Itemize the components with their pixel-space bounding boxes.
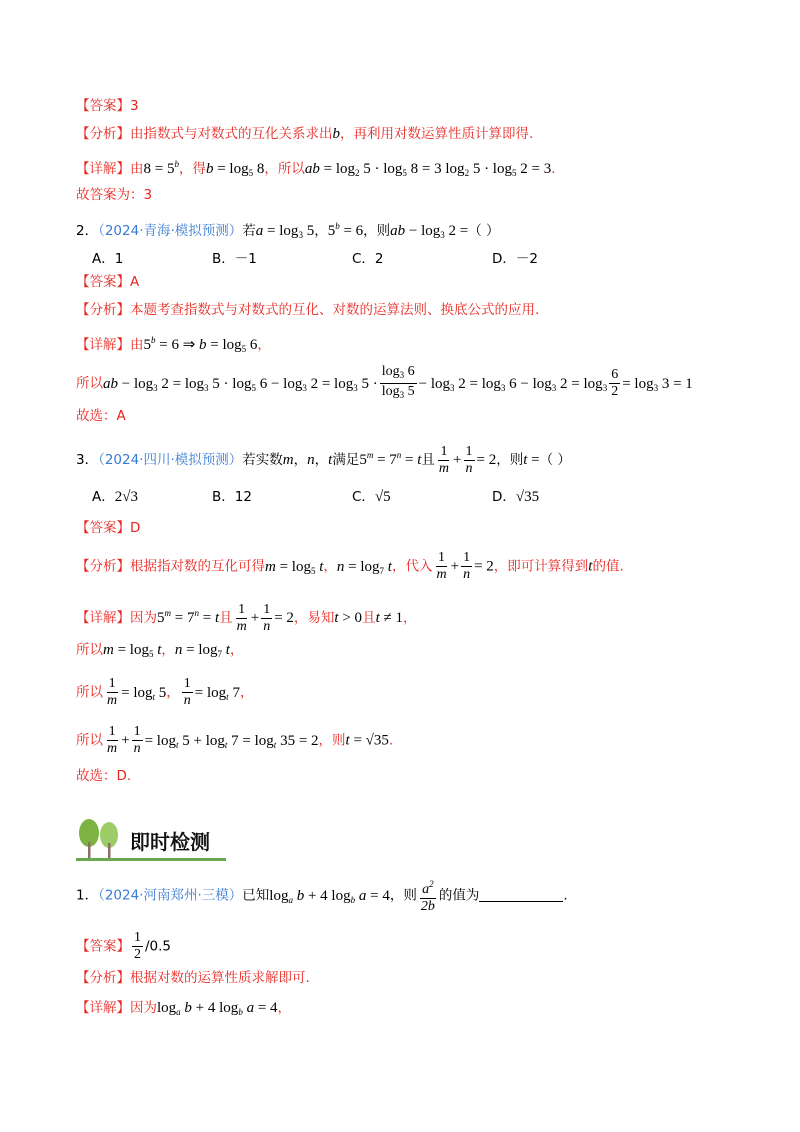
- question-number: 3．: [76, 452, 99, 468]
- fraction: $\frac{1}{m}$: [236, 601, 247, 634]
- detail-text: 由: [130, 161, 144, 177]
- question-paren: （ ）: [468, 223, 500, 239]
- answer-line: [76, 518, 140, 538]
- derivation-line: [76, 676, 253, 712]
- fraction: $\frac{1}{m}$: [436, 550, 447, 582]
- analysis-line: [76, 300, 539, 320]
- analysis-text: ，再利用对数运算性质计算即得.: [340, 126, 534, 142]
- option-c: C．2: [352, 251, 384, 267]
- so-label: 所以: [76, 684, 103, 701]
- detail-line: 【详解】因为$5^m = 7^n = t$且 $\frac{1}{m}$ + $\frac{1}{n}$ = 2，易知t > 0且t ≠ 1，: [76, 601, 417, 634]
- question-source: （2024·河南郑州·三模）: [98, 887, 243, 904]
- detail-tag: 【详解】: [76, 337, 130, 353]
- question-text: ，则: [389, 887, 417, 904]
- math: m: [282, 452, 294, 468]
- fraction: $\frac{\log_3 6}{\log_3 5}$: [381, 364, 415, 400]
- option-c: C．√5: [352, 489, 391, 505]
- analysis-text: 根据指对数的互化可得: [130, 558, 265, 575]
- detail-text: 由: [130, 337, 144, 353]
- conclusion: 故选：A: [76, 408, 126, 424]
- derivation-line: [76, 640, 243, 664]
- option-d: D．－2: [492, 251, 538, 267]
- question-2: [76, 216, 500, 245]
- analysis-tag: 【分析】: [76, 558, 130, 575]
- question-text: 若: [242, 223, 256, 239]
- answer-line: [76, 930, 171, 963]
- answer-tag: 【答案】: [76, 98, 130, 114]
- fraction: $\frac{6}{2}$: [611, 367, 619, 399]
- math: = $\log_t 5$: [121, 684, 167, 702]
- derivation-line: [76, 364, 693, 406]
- fraction: $\frac{1}{n}$: [263, 601, 271, 634]
- fraction: $\frac{1}{n}$: [465, 443, 473, 476]
- analysis-text: 本题考查指数式与对数式的互化、对数的运算法则、换底公式的应用.: [130, 302, 540, 318]
- math: t =: [523, 452, 540, 468]
- question-source: （2024·四川·模拟预测）: [98, 452, 243, 468]
- question-3: 3．（2024·四川·模拟预测）若实数m，n，t满足$5^m = 7^n = t$且 $\frac{1}{m}$ + $\frac{1}{n}$ = 2，则t =（ ）: [76, 443, 571, 476]
- fraction: $\frac{1}{m}$: [438, 443, 450, 476]
- analysis-tag: 【分析】: [76, 126, 130, 142]
- analysis-text: ，即可计算得到: [493, 558, 589, 575]
- section-header: [76, 818, 226, 862]
- answer-line: [76, 272, 139, 292]
- question-text: ，则: [496, 452, 524, 468]
- fraction: $\frac{a^2}{2b}$: [419, 876, 437, 915]
- math: ab = $\log_2 5 \cdot \log_5 8 = 3$ $\log_2 5 \cdot \log_5 2 = 3$: [304, 161, 552, 178]
- so-label: 所以: [76, 375, 103, 392]
- math: $m = \log_5 t$: [265, 558, 324, 576]
- question-text: ，: [293, 452, 308, 468]
- question-number: 1．: [76, 887, 99, 904]
- so-label: 所以: [76, 732, 103, 749]
- detail-text: 且: [362, 610, 376, 626]
- question-text: ，: [314, 452, 329, 468]
- section-underline: [76, 858, 226, 861]
- analysis-text: 根据对数的运算性质求解即可.: [130, 970, 310, 986]
- detail-line: [76, 998, 291, 1022]
- math: n: [307, 452, 315, 468]
- math: ab − $\log_3 2 = \log_3 5 \cdot \log_5 6 - \log_3 2 = \log_3 5$ ·: [103, 375, 378, 393]
- practice-question-1: 1．（2024·河南郑州·三模）已知$\log_a b + 4$ $\log_b a = 4$，则 $\frac{a^2}{2b}$ 的值为 .: [76, 876, 568, 917]
- detail-tag: 【详解】: [76, 1000, 130, 1016]
- answer-tag: 【答案】: [76, 274, 130, 290]
- analysis-text: ，: [323, 558, 337, 575]
- option-a: A．1: [92, 251, 124, 267]
- answer-line: [76, 96, 139, 116]
- math: $5^m = 7^n = t$: [359, 450, 422, 468]
- detail-text: ，: [277, 1000, 292, 1016]
- math: $\log_a b + 4$ $\log_b a = 4$: [269, 887, 390, 905]
- math: − $\log_3 2 = \log_3 6 - \log_3 2 = \log_3$: [418, 375, 608, 393]
- tree-icon: [76, 818, 126, 858]
- separator: ，: [239, 684, 254, 701]
- answer-value: 3: [130, 98, 139, 114]
- math: t = √35: [345, 732, 389, 749]
- answer-value: D: [130, 520, 141, 536]
- detail-line: [76, 330, 271, 359]
- question-source: （2024·青海·模拟预测）: [98, 223, 243, 239]
- detail-line: 【详解】由$8 = 5^b$，得$b = \log_5 8$，所以ab = $\log_2 5 \cdot \log_5 8 = 3$ $\log_2 5 \cdot \log_5 2 = 3$.: [76, 159, 556, 178]
- analysis-line: [76, 124, 533, 144]
- math: t ≠ 1: [375, 610, 403, 626]
- question-text: 满足: [332, 452, 360, 468]
- math: $5^b = 6$: [327, 221, 364, 239]
- math: $\log_a b + 4$ $\log_b a = 4$: [157, 1000, 278, 1017]
- fraction: $\frac{1}{n}$: [183, 676, 191, 708]
- analysis-line: 【分析】根据指对数的互化可得$m = \log_5 t$，$n = \log_7 t$，代入 $\frac{1}{m}$ + $\frac{1}{n}$ = 2，即可计算得到t的值.: [76, 550, 624, 582]
- detail-text: 因为: [130, 1000, 157, 1016]
- fraction: $\frac{1}{n}$: [463, 550, 471, 582]
- fraction: $\frac{1}{m}$: [107, 724, 118, 756]
- fraction: $\frac{1}{m}$: [107, 676, 118, 708]
- math: t: [328, 452, 333, 468]
- question-text: 若实数: [242, 452, 283, 468]
- detail-tag: 【详解】: [76, 161, 130, 177]
- math: $5^b = 6$ ⇒ $b = \log_5 6$: [143, 335, 258, 354]
- question-number: 2．: [76, 223, 99, 239]
- answer-tag: 【答案】: [76, 938, 130, 955]
- detail-tag: 【详解】: [76, 610, 130, 626]
- question-text: 已知: [242, 887, 270, 904]
- analysis-tag: 【分析】: [76, 302, 130, 318]
- detail-text: ，: [402, 610, 417, 626]
- math: $a = \log_3 5$: [255, 223, 315, 240]
- option-a: A．2√3: [92, 489, 138, 505]
- derivation-line: 所以 $\frac{1}{m}$ + $\frac{1}{n}$ = $\log_t 5 + \log_t 7 = \log_t 35 = 2$，则t = √35.: [76, 724, 394, 756]
- math: = $\log_t 5 + \log_t 7 = \log_t 35 = 2$: [144, 732, 319, 750]
- detail-text: ，得: [178, 161, 206, 177]
- separator: ，: [166, 684, 180, 701]
- math: b: [332, 126, 340, 142]
- analysis-line: [76, 968, 310, 988]
- detail-text: 且: [219, 610, 233, 626]
- answer-value: A: [130, 274, 140, 290]
- question-text: ，: [314, 223, 328, 239]
- question-text: 且: [421, 452, 435, 468]
- detail-text: ，所以: [264, 161, 305, 177]
- so-label: 所以: [76, 642, 103, 658]
- option-b: B．－1: [212, 251, 257, 267]
- math: $n = \log_7 t$: [174, 642, 230, 659]
- detail-text: ，: [257, 337, 271, 353]
- then-label: ，则: [318, 732, 346, 749]
- option-b: B．12: [212, 489, 252, 505]
- separator: ，: [229, 642, 244, 658]
- analysis-text: 的值.: [592, 558, 624, 575]
- analysis-text: ，代入: [391, 558, 433, 575]
- analysis-tag: 【分析】: [76, 970, 130, 986]
- fraction: $\frac{1}{n}$: [133, 724, 141, 756]
- question-paren: （ ）: [539, 452, 571, 468]
- separator: ，: [161, 642, 175, 658]
- section-title: 即时检测: [130, 830, 210, 854]
- fraction: $\frac{1}{2}$: [134, 930, 141, 962]
- math: t > 0: [334, 610, 363, 626]
- option-d: D．√35: [492, 489, 540, 505]
- math: $5^m = 7^n = t$: [157, 608, 220, 626]
- question-text: ，则: [363, 223, 391, 239]
- conclusion: 故答案为：3: [76, 187, 153, 203]
- math: = $\log_t 7$: [194, 684, 240, 702]
- conclusion: 故选：D.: [76, 768, 132, 784]
- math: $b = \log_5 8$: [205, 161, 265, 178]
- analysis-text: 由指数式与对数式的互化关系求出: [130, 126, 333, 142]
- math: t: [588, 558, 593, 575]
- question-text: 的值为: [438, 887, 480, 904]
- detail-text: ，易知: [293, 610, 335, 626]
- detail-text: 因为: [130, 610, 157, 626]
- math: $8 = 5^b$: [143, 159, 179, 177]
- answer-blank: [479, 887, 563, 902]
- math: $m = \log_5 t$: [103, 642, 162, 659]
- answer-value: /0.5: [145, 938, 172, 955]
- math: ab − $\log_3 2$ =: [390, 223, 469, 240]
- answer-tag: 【答案】: [76, 520, 130, 536]
- math: = $\log_3 3 = 1$: [622, 375, 693, 393]
- math: $n = \log_7 t$: [336, 558, 392, 576]
